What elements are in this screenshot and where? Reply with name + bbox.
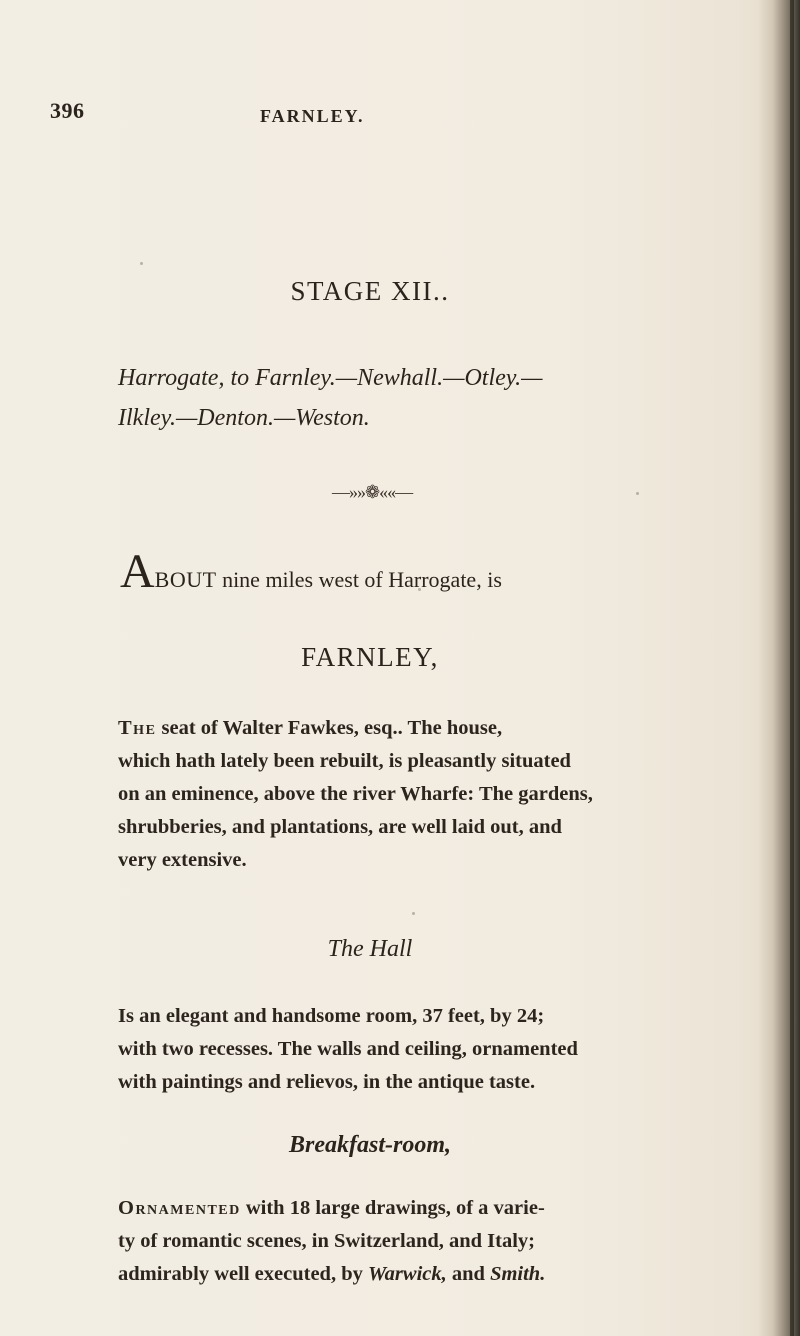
- paragraph-line: with two recesses. The walls and ceiling, ornamented: [118, 1038, 578, 1060]
- paragraph-line: on an eminence, above the river Wharfe: The gardens,: [118, 783, 593, 805]
- route-description: [118, 358, 738, 438]
- intro-line: [120, 545, 502, 598]
- paragraph-line: very extensive.: [118, 849, 247, 871]
- page-number: 396: [50, 98, 85, 123]
- paper-speck: [140, 262, 143, 265]
- paragraph-line: ty of romantic scenes, in Switzerland, and Italy;: [118, 1230, 536, 1252]
- paragraph-line: shrubberies, and plantations, are well laid out, and: [118, 816, 562, 838]
- small-caps-lead: Ornamented: [118, 1197, 241, 1219]
- small-caps-lead: The: [118, 717, 157, 739]
- paragraph-farnley: [118, 712, 738, 877]
- paragraph-line: Ornamented with 18 large drawings, of a varie-: [118, 1197, 545, 1219]
- drop-initial: A: [120, 545, 155, 598]
- artist-name: Warwick,: [367, 1263, 447, 1285]
- paragraph-line: which hath lately been rebuilt, is pleasantly situated: [118, 750, 571, 772]
- paragraph-line: Is an elegant and handsome room, 37 feet, by 24;: [118, 1005, 545, 1027]
- paragraph-line: admirably well executed, by Warwick, and Smith.: [118, 1263, 546, 1285]
- intro-rest: nine miles west of Harrogate, is: [216, 567, 502, 592]
- hall-heading: The Hall: [327, 936, 413, 962]
- paragraph-line: with paintings and relievos, in the antique taste.: [118, 1071, 536, 1093]
- place-heading: FARNLEY,: [301, 642, 439, 672]
- paragraph-breakfast: [118, 1192, 738, 1291]
- stage-title: STAGE XII..: [290, 276, 450, 306]
- route-line-1: Harrogate, to Farnley.—Newhall.—Otley.—: [118, 365, 543, 391]
- breakfast-heading: Breakfast-room,: [289, 1132, 451, 1158]
- intro-caps: BOUT: [154, 567, 217, 592]
- paragraph-hall: [118, 1000, 738, 1099]
- paper-speck: [412, 912, 415, 915]
- paper-speck: [636, 492, 639, 495]
- artist-name: Smith.: [490, 1263, 546, 1285]
- running-head: FARNLEY.: [260, 106, 365, 126]
- route-line-2: Ilkley.—Denton.—Weston.: [118, 405, 370, 431]
- binding-edge: [790, 0, 794, 1336]
- paper-speck: [418, 588, 421, 591]
- fleuron-ornament-icon: —»»❁««—: [332, 482, 413, 502]
- paragraph-line: The seat of Walter Fawkes, esq.. The house,: [118, 717, 503, 739]
